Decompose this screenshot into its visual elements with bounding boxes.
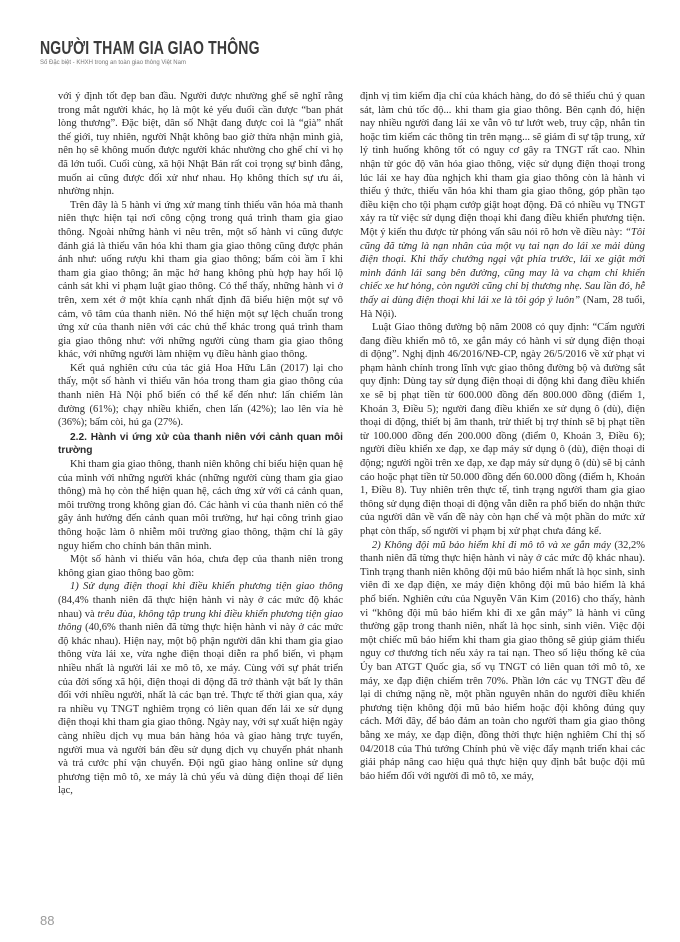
text-run: (40,6% thanh niên đã từng thực hiện hành vi này ở các mức độ khác nhau). Hiện nay, một bộ phận người dân khi tham gia giao thông vừa lái xe, vừa nghe điện thoại diễn ra phổ biến, vì phạm nhiều nhất là người lái xe mô tô, xe máy. Cùng với sự phát triển của đời sống xã hội, điện thoại di động đã trở thành vật bất ly thân đối với nhiều người, nhất là các bạn trẻ. Thực tế thời gian qua, xảy ra nhiều vụ TNGT nghiêm trọng có liên quan đến lái xe sử dụng điện thoại khi tham gia giao thông. Ngày nay, với sự xuất hiện ngày càng nhiều dịch vụ mua bán hàng hóa và giao hàng trực tuyến, người mua và người bán đều sử dụng dịch vụ chuyển phát nhanh và trả cước phí vận chuyển. Đội ngũ giao hàng online sử dụng phương tiện mô tô, xe máy là chủ yếu và dùng điện thoại để liên lạc, xyxy=(58,622,343,797)
paragraph: Khi tham gia giao thông, thanh niên không chỉ biểu hiện quan hệ của mình với những người khác (những người cùng tham gia giao thông) mà họ còn thể hiện quan hệ, cách ứng xử với cả cảnh quan, môi trường trong không gian đó. Các hành vi của thanh niên có thể gây ảnh hưởng đến cảnh quan môi trường, hư hại công trình giao thông hoặc làm ô nhiễm môi trường giao thông, thậm chí là gây nguy hiểm cho chính bản thân mình. xyxy=(58,459,343,552)
paragraph xyxy=(360,90,645,321)
left-column xyxy=(58,90,343,908)
magazine-title: NGƯỜI THAM GIA GIAO THÔNG xyxy=(40,38,260,58)
paragraph: với ý định tốt đẹp ban đầu. Người được nhường ghế sẽ nghĩ rằng trong mắt người khác, họ là một kẻ yếu đuối cần được “ban phát lòng thương”. Đặc biệt, dân số Nhật đang được coi là “già” nhất thế giới, tuy nhiên, người Nhật không bao giờ thừa nhận mình già, nên họ sẽ không muốn được người khác nhường cho ghế chỉ vì họ đã lớn tuổi. Cuối cùng, xã hội Nhật Bản rất coi trọng sự bình đẳng, muốn ai cũng được đối xử như nhau. Họ không thích sự ưu ái, nhường nhịn. xyxy=(58,91,343,198)
paragraph: Luật Giao thông đường bộ năm 2008 có quy định: “Cấm người đang điều khiển mô tô, xe gắn máy có hành vi sử dụng điện thoại di động”. Nghị định 46/2016/NĐ-CP, ngày 26/5/2016 về xử phạt vi phạm hành chính trong lĩnh vực giao thông đường bộ và đường sắt quy định: Dùng tay sử dụng điện thoại di động khi đang điều khiển xe sẽ bị phạt tiền từ 600.000 đồng đến 800.000 đồng (điểm 1, Khoản 3, Điều 5); người đang điều khiển xe sử dụng ô (dù), điện thoại di động, thiết bị âm thanh, trừ thiết bị trợ thính sẽ bị phạt tiền từ 100.000 đồng đến 200.000 đồng (điểm 0, Khoản 3, Điều 6); người điều khiển xe đạp, xe đạp máy sử dụng ô (dù), điện thoại di động; người ngồi trên xe đạp, xe đạp máy sử dụng ô (dù) sẽ bị cảnh cáo hoặc phạt tiền từ 50.000 đồng đến 60.000 đồng (điểm h, Khoản 1, Điều 8). Tuy nhiên trên thực tế, tình trạng người tham gia giao thông sử dụng điện thoại di động vẫn diễn ra phổ biến do nhận thức của người dân về vấn đề này còn hạn chế và một phần do mức xử phạt còn thấp, số người vi phạm bị xử phạt chưa đáng kể. xyxy=(360,322,645,537)
quote-citation: (Nam, 28 tuổi, Hà Nội). xyxy=(360,294,645,320)
italic-phrase: 1) Sử dụng điện thoại khi điều khiển phương tiện giao thông xyxy=(70,581,343,593)
italic-phrase: trêu đùa, không tập trung khi điều khiển phương tiện giao thông xyxy=(58,608,343,634)
paragraph: Một số hành vi thiếu văn hóa, chưa đẹp của thanh niên trong không gian giao thông bao gồm: xyxy=(58,554,343,579)
section-heading: 2.2. Hành vi ứng xử của thanh niên với cảnh quan môi trường xyxy=(58,431,343,457)
text-run: (32,2% thanh niên đã từng thực hiện hành vi này ở các mức độ khác nhau). Tình trạng thanh niên không đội mũ bảo hiểm nhất là học sinh, sinh viên đi xe đạp điện, xe máy điện không đội mũ bảo hiểm là khá phổ biến. Nghiên cứu của Nguyễn Văn Kim (2016) cho thấy, hành vi “không đội mũ bảo hiểm khi đi xe gắn máy” là hành vi cũng thường gặp trong thanh niên, nhất là học sinh, sinh viên. Việc đội một chiếc mũ bảo hiểm khi tham gia giao thông sẽ giúp giảm thiểu nguy cơ thương tích nếu xảy ra tai nạn. Theo số liệu thống kê của Ủy ban ATGT Quốc gia, số vụ TNGT có liên quan tới mô tô, xe máy, xe đạp điện chiếm trên 70%. Phần lớn các vụ TNGT đều để lại di chứng nặng nề, một phần nguyên nhân do người điều khiển phương tiện không đội mũ bảo hiểm hoặc đội không đúng quy cách. Mới đây, để bảo đảm an toàn cho người tham gia giao thông bằng xe máy, xe đạp điện, đồng thời thực hiện nghiêm Chỉ thị số 04/2018 của Thủ tướng Chính phủ về việc đẩy mạnh triển khai các giải pháp nâng cao hiệu quả thực hiện quy định bắt buộc đội mũ bảo hiểm đối với người đi mô tô, xe máy, xyxy=(360,539,645,782)
paragraph: Kết quả nghiên cứu của tác giả Hoa Hữu Lân (2017) lại cho thấy, một số hành vi thiếu văn hóa trong tham gia giao thông của thanh niên Hà Nội phổ biến có thể kể đến như: lấn chiếm làn đường (61%); chạy nhiều khiển, chen lấn (42%); lao lên vỉa hè (36%); bấm còi, hú ga (27%). xyxy=(58,362,343,429)
paragraph: Trên đây là 5 hành vi ứng xử mang tính thiếu văn hóa mà thanh niên thực hiện tại nơi công cộng trong quá trình tham gia giao thông. Ngoài những hành vi nêu trên, một số hành vi cũng được đánh giá là thiếu văn hóa khi tham gia giao thông cũng được phản ánh như: uống rượu khi tham gia giao thông; bấm còi ầm ĩ khi tham gia giao thông; ăn mặc hở hang không phù hợp hay hối lộ cảnh sát khi vi phạm luật giao thông. Có thể thấy, những hành vi ở trên, xem xét ở một khía cạnh nhất định đã biểu hiện một sự vô cảm, vô tâm của thanh niên. Nó thể hiện một sự lệch chuẩn trong ứng xử của thanh niên với các chủ thể khác trong quá trình tham gia giao thông như: với những người cùng tham gia giao thông khác, với những người làm nhiệm vụ điều hành giao thông. xyxy=(58,199,343,361)
text-run: định vị tìm kiếm địa chỉ của khách hàng, do đó sẽ thiếu chú ý quan sát, làm chủ tốc độ... khi tham gia giao thông. Bên cạnh đó, hiện nay nhiều người đang lái xe vẫn vô tư lướt web, truy cập, nhắn tin hoặc tìm kiếm các thông tin trên mạng... sẽ giảm đi sự tập trung, xử lý tình huống không tốt có nguy cơ gây ra TNGT rất cao. Nhìn nhận từ góc độ văn hóa giao thông, việc sử dụng điện thoại trong lúc lái xe hay đùa nghịch khi tham gia giao thông còn là hành vi thiếu ý thức, thiếu văn hóa khi tham gia giao thông, góp phần tạo điều kiện cho tội phạm cướp giật hoạt động. Đã có nhiều vụ TNGT xảy ra từ việc sử dụng điện thoại khi đang điều khiển phương tiện. Một ý kiến thu được từ phỏng vấn sâu nói rõ hơn về điều này: xyxy=(360,91,645,238)
page-number: 88 xyxy=(40,913,55,928)
masthead xyxy=(40,38,322,66)
italic-phrase: 2) Không đội mũ bảo hiểm khi đi mô tô và xe gắn máy xyxy=(372,539,611,551)
paragraph xyxy=(360,539,645,784)
paragraph xyxy=(58,580,343,798)
text-run: (84,4% thanh niên đã thực hiện hành vi này ở các mức độ khác nhau) và xyxy=(58,594,343,620)
magazine-subtitle: Số Đặc biệt - KHXH trong an toàn giao thông Việt Nam xyxy=(40,60,186,66)
interview-quote: “Tôi cũng đã từng là nạn nhân của một vụ tai nạn do lái xe mải dùng điện thoại. Khi thấy chướng ngại vật phía trước, lái xe giật mới mình đánh lái sang bên đường, cũng may là va chạm chỉ khiến chiếc xe hư hỏng, còn người cũng chỉ bị thương nhẹ. Sau lần đó, hễ thấy ai dùng điện thoại khi lái xe là tôi góp ý luôn” xyxy=(360,226,645,306)
right-column xyxy=(360,90,645,908)
